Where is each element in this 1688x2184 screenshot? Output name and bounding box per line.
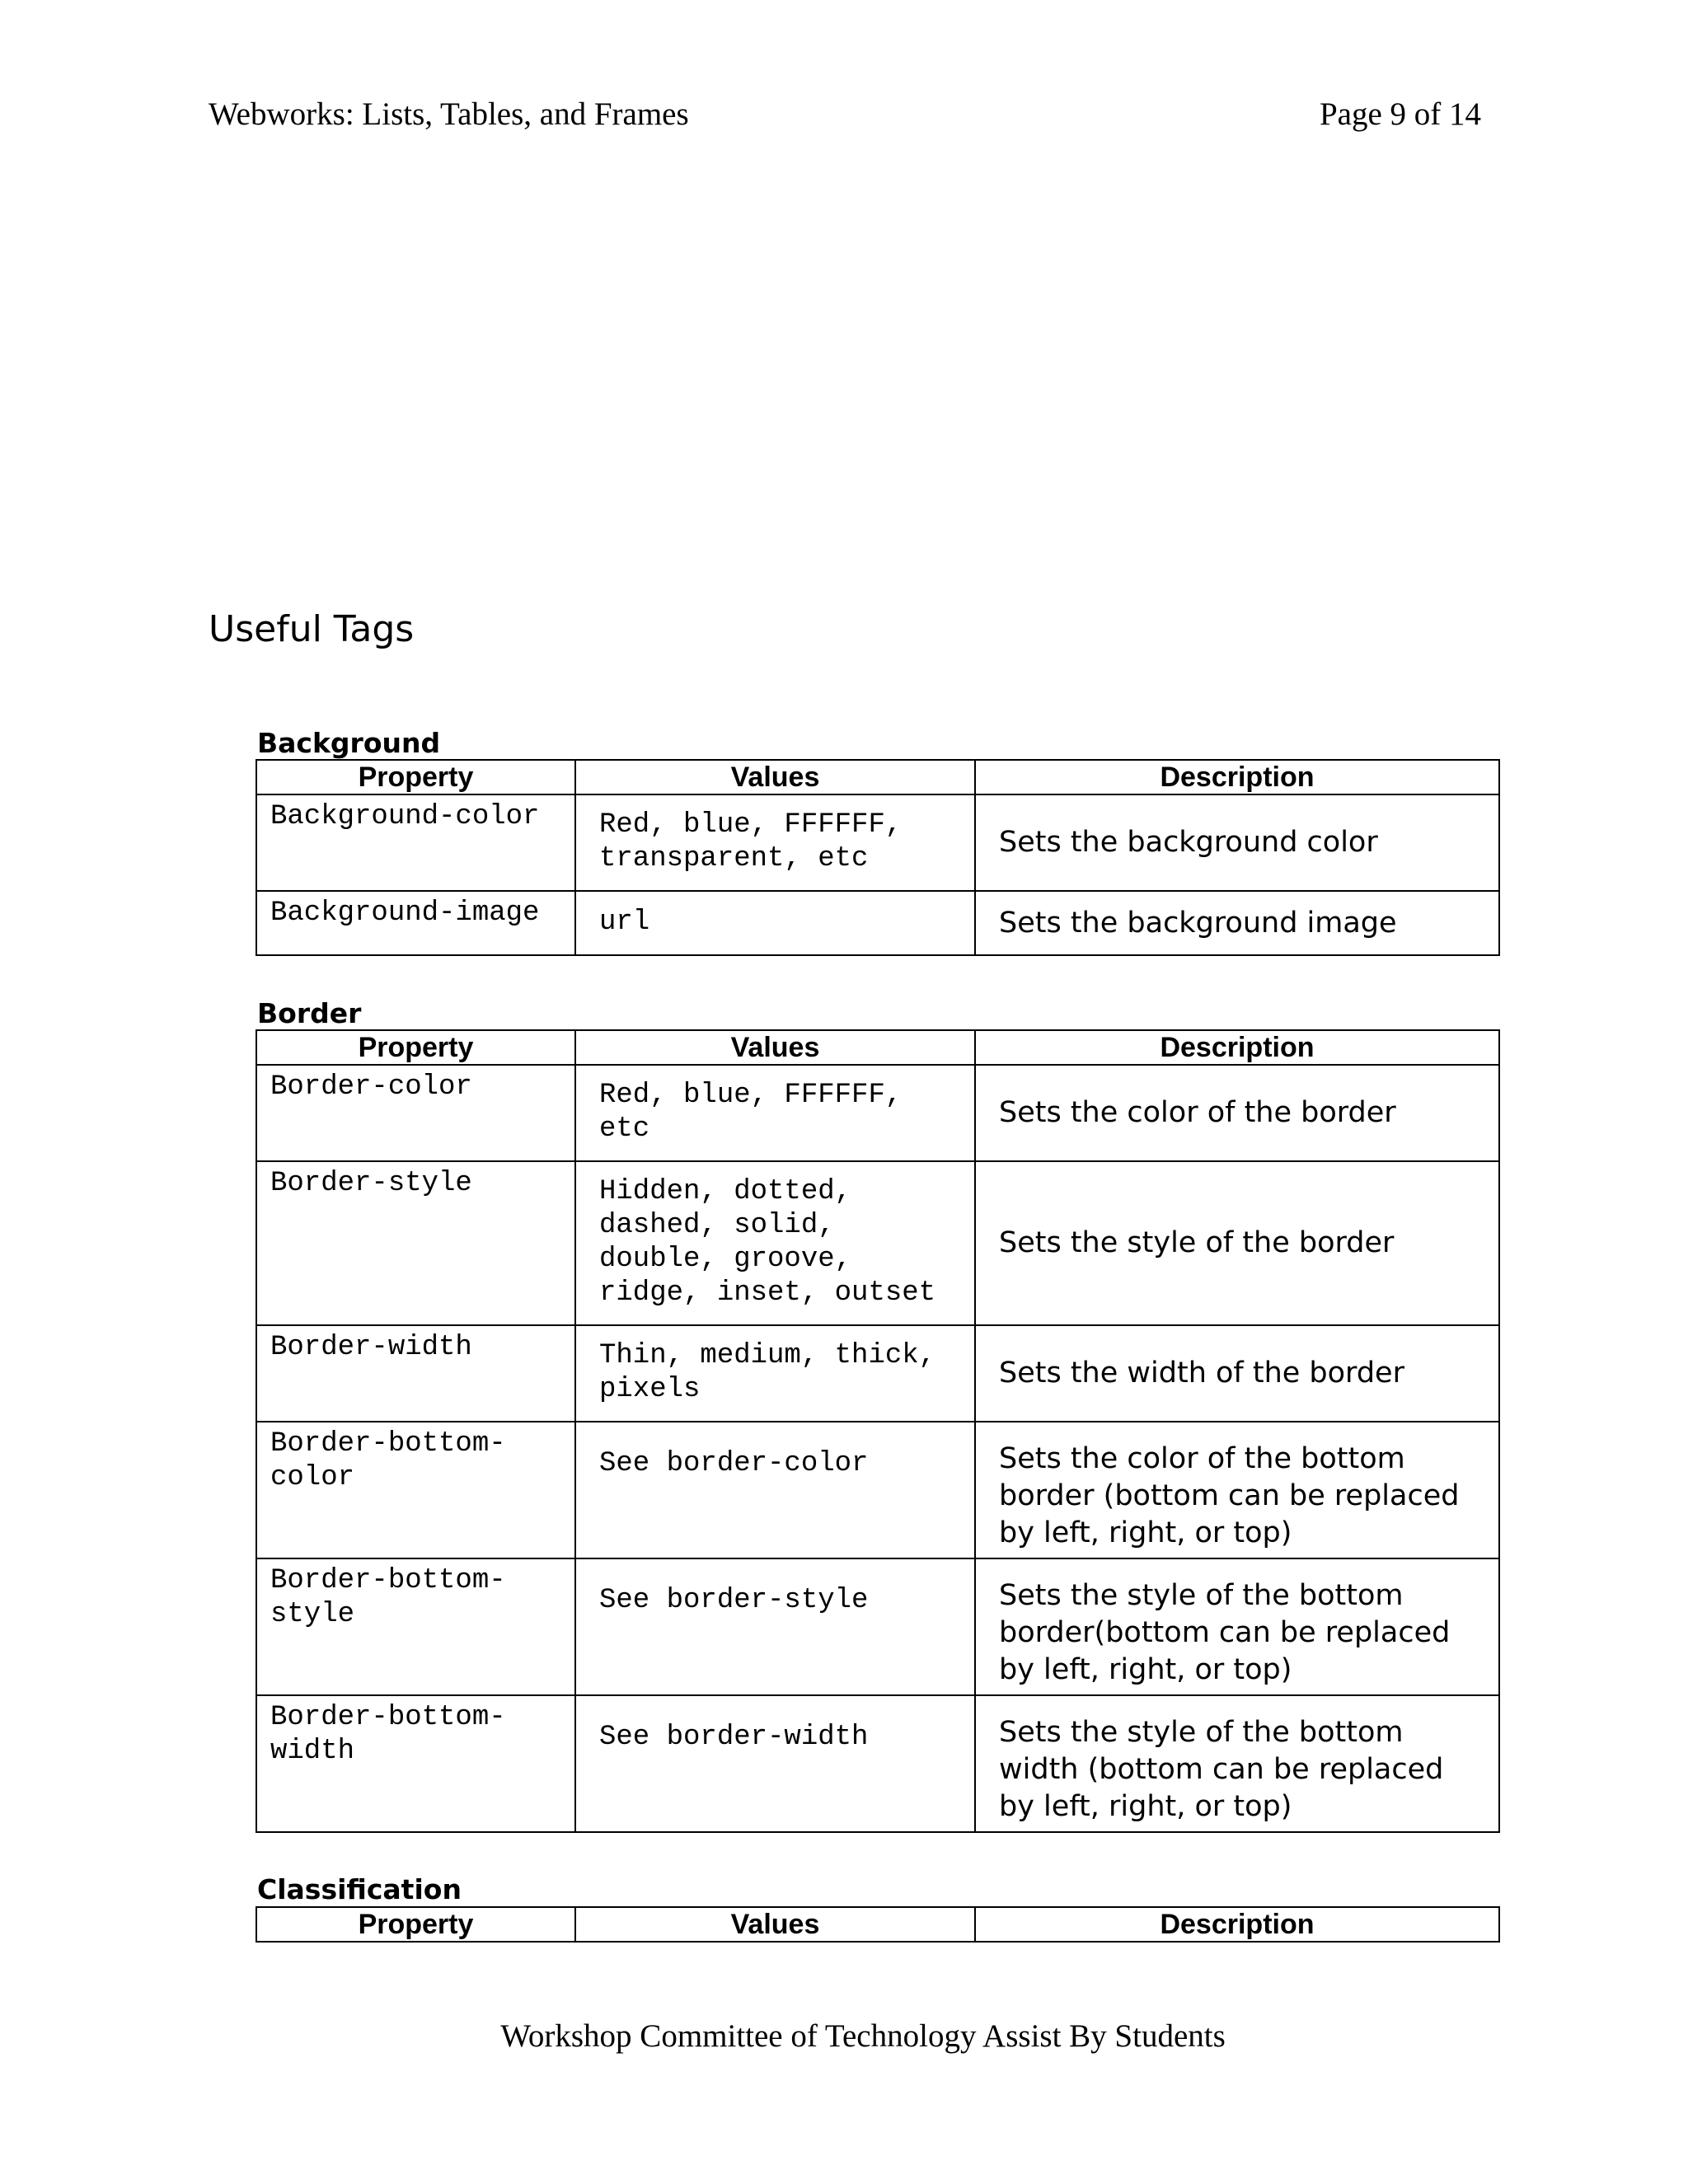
table-row [256, 891, 1499, 955]
column-header-values: Values [575, 1030, 975, 1065]
column-header-values: Values [575, 760, 975, 794]
property-cell: Background-image [256, 891, 575, 955]
description-cell: Sets the style of the border [975, 1161, 1499, 1325]
section-title: Useful Tags [209, 608, 415, 650]
table-header-row [256, 1907, 1499, 1942]
description-cell: Sets the style of the bottom border(bottom can be replaced by left, right, or top) [975, 1558, 1499, 1695]
description-cell: Sets the color of the border [975, 1065, 1499, 1161]
background-table [256, 759, 1500, 956]
background-table-label: Background [257, 727, 441, 759]
property-cell: Border-color [256, 1065, 575, 1161]
column-header-values: Values [575, 1907, 975, 1942]
table-row [256, 1695, 1499, 1832]
border-table [256, 1029, 1500, 1833]
values-cell: See border-width [575, 1695, 975, 1832]
table-row [256, 1422, 1499, 1558]
description-cell: Sets the color of the bottom border (bottom can be replaced by left, right, or top) [975, 1422, 1499, 1558]
page-footer: Workshop Committee of Technology Assist By Students [500, 2018, 1226, 2054]
description-cell: Sets the width of the border [975, 1325, 1499, 1422]
table-header-row [256, 760, 1499, 794]
values-cell: Thin, medium, thick, pixels [575, 1325, 975, 1422]
property-cell: Border-style [256, 1161, 575, 1325]
column-header-description: Description [975, 1907, 1499, 1942]
column-header-property: Property [256, 1907, 575, 1942]
values-cell: url [575, 891, 975, 955]
column-header-description: Description [975, 1030, 1499, 1065]
table-row [256, 1161, 1499, 1325]
table-row [256, 1325, 1499, 1422]
classification-table-label: Classification [257, 1873, 462, 1905]
column-header-description: Description [975, 760, 1499, 794]
values-cell: Red, blue, FFFFFF, transparent, etc [575, 794, 975, 891]
classification-table [256, 1906, 1500, 1943]
column-header-property: Property [256, 1030, 575, 1065]
description-cell: Sets the background image [975, 891, 1499, 955]
values-cell: Hidden, dotted, dashed, solid, double, groove, ridge, inset, outset [575, 1161, 975, 1325]
property-cell: Border-bottom- width [256, 1695, 575, 1832]
table-header-row [256, 1030, 1499, 1065]
property-cell: Border-width [256, 1325, 575, 1422]
property-cell: Background-color [256, 794, 575, 891]
property-cell: Border-bottom- color [256, 1422, 575, 1558]
values-cell: See border-style [575, 1558, 975, 1695]
border-table-label: Border [257, 997, 362, 1029]
column-header-property: Property [256, 760, 575, 794]
values-cell: Red, blue, FFFFFF, etc [575, 1065, 975, 1161]
page-number: Page 9 of 14 [1319, 96, 1481, 132]
table-row [256, 1558, 1499, 1695]
values-cell: See border-color [575, 1422, 975, 1558]
description-cell: Sets the background color [975, 794, 1499, 891]
table-row [256, 794, 1499, 891]
description-cell: Sets the style of the bottom width (bottom can be replaced by left, right, or top) [975, 1695, 1499, 1832]
header-title: Webworks: Lists, Tables, and Frames [209, 96, 689, 132]
property-cell: Border-bottom- style [256, 1558, 575, 1695]
table-row [256, 1065, 1499, 1161]
